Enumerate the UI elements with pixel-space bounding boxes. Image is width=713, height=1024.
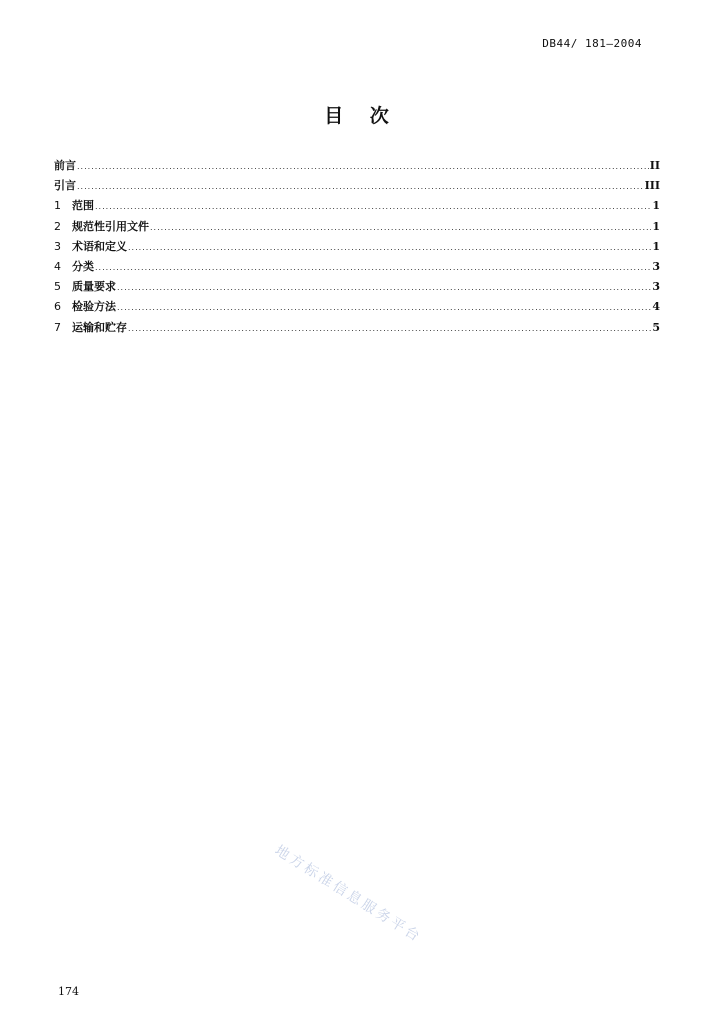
toc-entry-number: 2	[54, 219, 61, 233]
toc-list	[54, 156, 660, 338]
toc-entry-number: 5	[54, 280, 61, 294]
toc-entry-label: 引言	[54, 179, 76, 193]
toc-leader-dots	[117, 298, 651, 318]
toc-entry-label: 术语和定义	[72, 239, 127, 253]
toc-leader-dots	[95, 258, 651, 278]
toc-entry-quality-requirements[interactable]	[54, 277, 660, 297]
toc-entry-page: III	[644, 179, 660, 193]
toc-entry-label: 运输和贮存	[72, 320, 127, 334]
toc-entry-label: 规范性引用文件	[72, 219, 149, 233]
toc-entry-number: 1	[54, 199, 61, 213]
toc-entry-label: 检验方法	[72, 300, 116, 314]
toc-leader-dots	[95, 197, 651, 217]
toc-entry-number: 7	[54, 320, 61, 334]
toc-title: 目 次	[324, 105, 399, 127]
toc-entry-page: 4	[652, 300, 660, 314]
toc-entry-page: 5	[652, 320, 660, 334]
watermark-text: 地方标准信息服务平台	[271, 842, 425, 947]
toc-entry-foreword[interactable]	[54, 156, 660, 176]
toc-entry-test-methods[interactable]	[54, 297, 660, 317]
toc-entry-number: 6	[54, 300, 61, 314]
toc-entry-label: 范围	[72, 199, 94, 213]
toc-entry-introduction[interactable]	[54, 176, 660, 196]
document-code: DB44/ 181—2004	[542, 37, 642, 50]
toc-entry-page: 1	[652, 239, 660, 253]
toc-leader-dots	[150, 218, 651, 238]
toc-entry-page: 3	[652, 280, 660, 294]
toc-entry-classification[interactable]	[54, 257, 660, 277]
toc-leader-dots	[77, 177, 644, 197]
toc-entry-number: 3	[54, 239, 61, 253]
toc-leader-dots	[128, 238, 651, 258]
toc-entry-page: 1	[652, 219, 660, 233]
toc-leader-dots	[77, 157, 649, 177]
toc-entry-label: 前言	[54, 159, 76, 172]
toc-entry-number: 4	[54, 259, 61, 273]
toc-entry-label: 质量要求	[72, 280, 116, 294]
page-number: 174	[58, 985, 79, 998]
toc-entry-terms-definitions[interactable]	[54, 237, 660, 257]
toc-entry-page: II	[649, 159, 660, 172]
toc-leader-dots	[128, 319, 651, 339]
toc-entry-scope[interactable]	[54, 196, 660, 216]
toc-entry-label: 分类	[72, 259, 94, 273]
toc-entry-transport-storage[interactable]	[54, 318, 660, 338]
toc-leader-dots	[117, 278, 651, 298]
toc-entry-page: 3	[652, 259, 660, 273]
toc-entry-normative-references[interactable]	[54, 217, 660, 237]
toc-entry-page: 1	[652, 199, 660, 213]
